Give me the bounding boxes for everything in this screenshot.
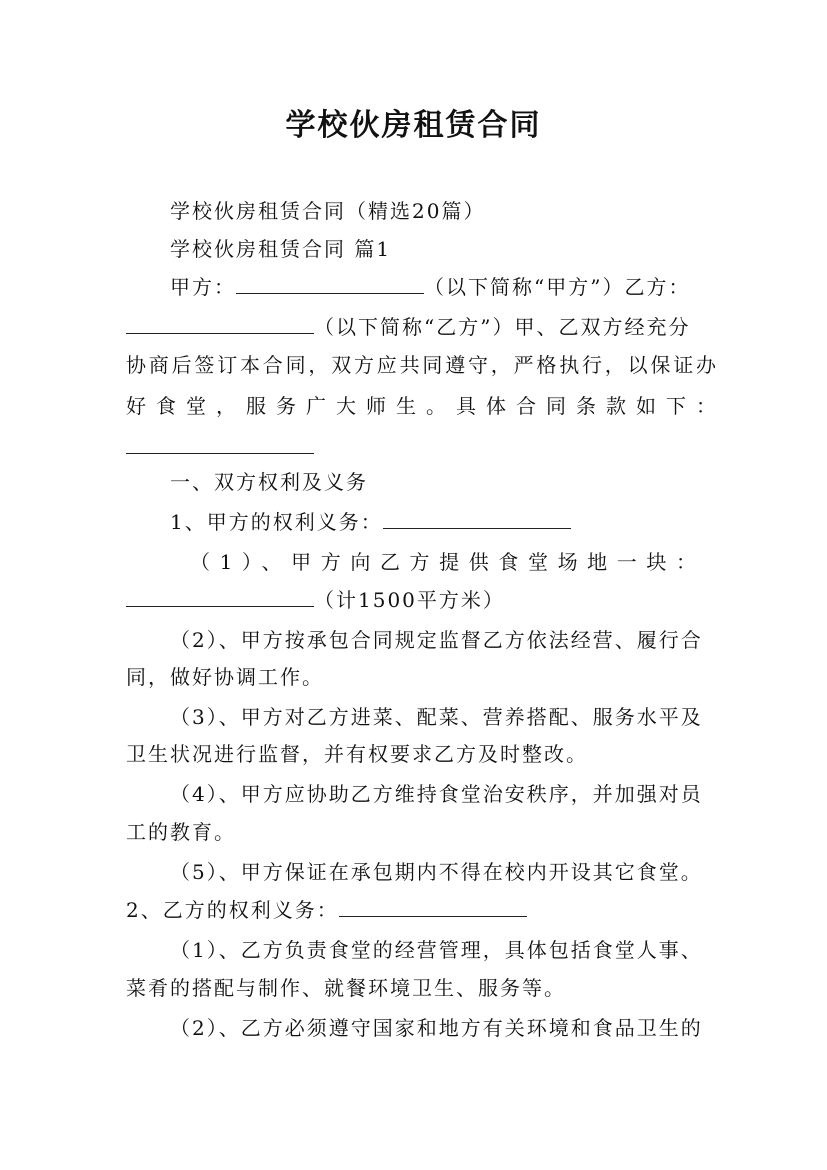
subsection-heading [126, 891, 716, 929]
paragraph-line: 好食堂，服务广大师生。具体合同条款如下： [126, 394, 716, 418]
clauses-blank [126, 433, 314, 454]
party-b-note: （以下简称“乙方”）甲、乙双方经充分 [314, 315, 691, 339]
clause-line: 同，做好协调工作。 [126, 665, 324, 689]
area-note: （计1500平方米） [314, 588, 505, 612]
clause-line: 卫生状况进行监督，并有权要求乙方及时整改。 [126, 742, 588, 766]
section-heading: 一、双方权利及义务 [170, 470, 368, 494]
clause-line: 菜肴的搭配与制作、就餐环境卫生、服务等。 [126, 976, 566, 1000]
party-a-label: 甲方： [170, 275, 236, 299]
clause-line: （3）、甲方对乙方进菜、配菜、营养搭配、服务水平及 [170, 705, 703, 729]
paragraph-line [170, 268, 716, 306]
clause-line: （2）、乙方必须遵守国家和地方有关环境和食品卫生的 [170, 1016, 703, 1040]
paragraph-line [126, 308, 716, 346]
paragraph-line: 协商后签订本合同，双方应共同遵守，严格执行，以保证办 [126, 353, 716, 377]
subsection-heading [170, 503, 716, 541]
subtitle: 学校伙房租赁合同（精选20篇） [170, 199, 486, 223]
document-title: 学校伙房租赁合同 [285, 108, 542, 143]
clause-line: 工的教育。 [126, 820, 236, 844]
clause-line [126, 581, 716, 619]
clause-line: （5）、甲方保证在承包期内不得在校内开设其它食堂。 [170, 860, 703, 884]
subsection-blank [339, 896, 527, 917]
party-b-blank [126, 313, 314, 334]
clause-line: （2）、甲方按承包合同规定监督乙方依法经营、履行合 [170, 628, 703, 652]
clause-line: （1）、乙方负责食堂的经营管理，具体包括食堂人事、 [170, 938, 703, 962]
subsection-label: 2、乙方的权利义务： [126, 898, 339, 922]
party-a-note: （以下简称“甲方”）乙方： [424, 275, 691, 299]
clause-line: （1）、甲方向乙方提供食堂场地一块： [190, 550, 696, 574]
subsection-label: 1、甲方的权利义务： [170, 510, 383, 534]
clause-line: （4）、甲方应协助乙方维持食堂治安秩序，并加强对员 [170, 782, 703, 806]
subsection-blank [383, 508, 571, 529]
chapter-heading: 学校伙房租赁合同 篇1 [170, 237, 392, 261]
area-blank [126, 586, 314, 607]
party-a-blank [236, 273, 424, 294]
